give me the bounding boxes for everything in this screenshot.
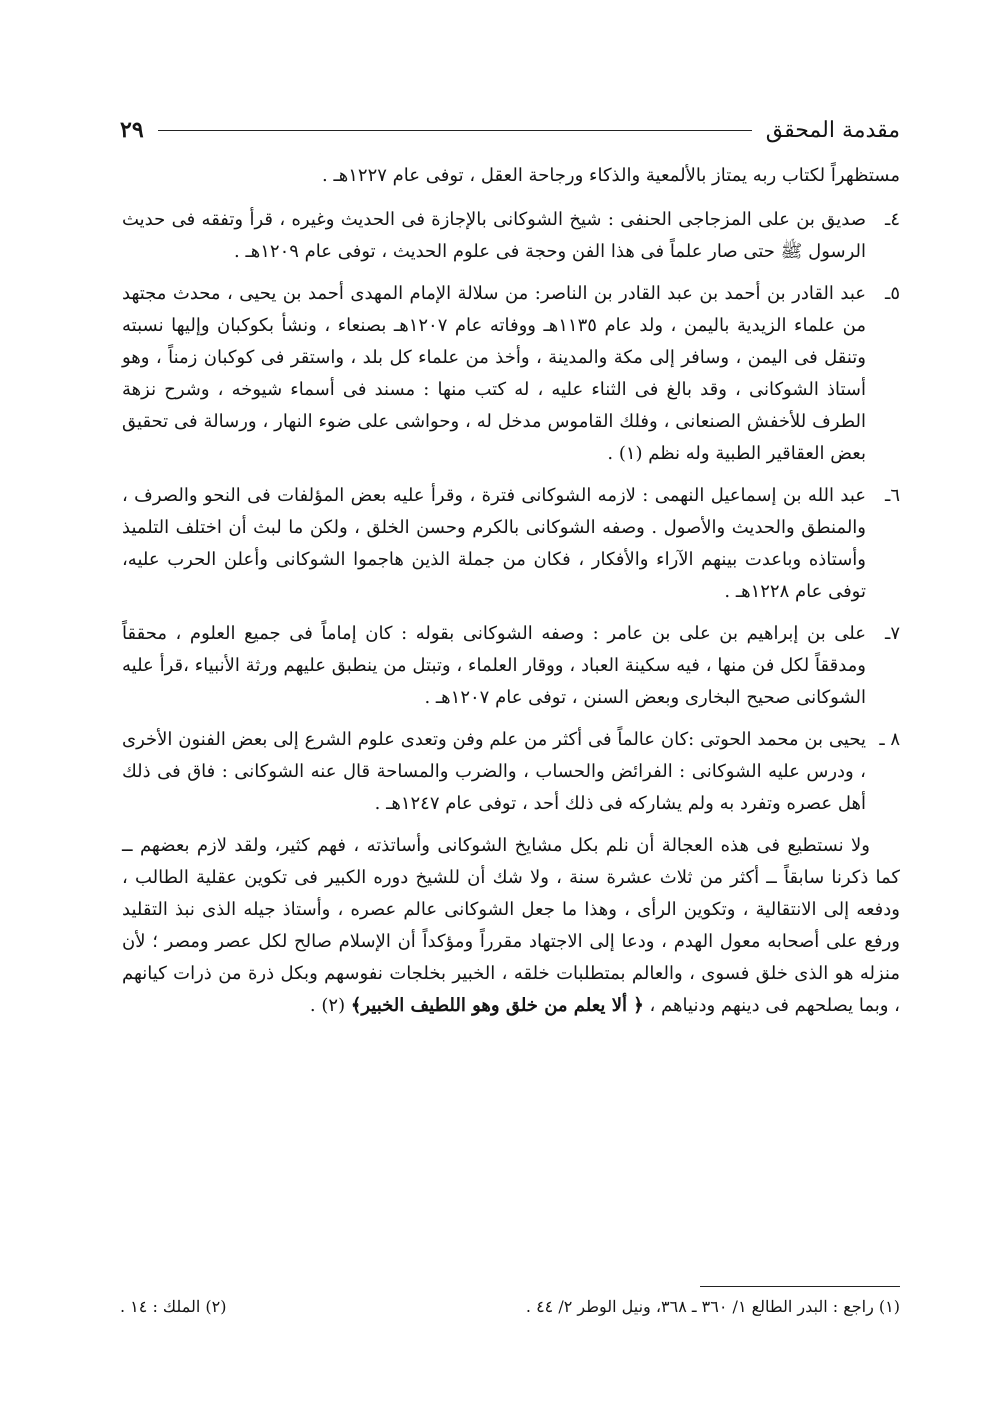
- footnote-ref: (٢) .: [309, 995, 346, 1016]
- closing-paragraph: [122, 830, 900, 1022]
- item-number: ٦ـ: [885, 485, 900, 506]
- footnote-1: (١) راجع : البدر الطالع ١/ ٣٦٠ ـ ٣٦٨، ونيل الوطر ٢/ ٤٤ .: [525, 1297, 900, 1316]
- item-text: يحيى بن محمد الحوتى :كان عالماً فى أكثر من علم وفن وتعدى علوم الشرع إلى بعض الفنون الأخرى ، ودرس عليه الشوكانى : الفرائض والحساب ، والضرب والمساحة قال عنه الشوكانى : فاق فى ذلك أهل عصره وتفرد به ولم يشاركه فى ذلك أحد ، توفى عام ١٢٤٧هـ .: [122, 729, 866, 814]
- list-item: [122, 480, 900, 608]
- item-text: عبد القادر بن أحمد بن عبد القادر بن الناصر: من سلالة الإمام المهدى أحمد بن يحيى ، محدث مجتهد من علماء الزيدية باليمن ، ولد عام ١١٣٥هـ ووفاته عام ١٢٠٧هـ بصنعاء ، ونشأ بكوكبان وإليها نسبته وتنقل فى اليمن ، وسافر إلى مكة والمدينة ، وأخذ من علماء كل بلد ، واستقر فى كوكبان زمناً ، وهو أستاذ الشوكانى ، وقد بالغ فى الثناء عليه ، له كتب منها : مسند فى أسماء شيوخه ، وشرح نزهة الطرف للأخفش الصنعانى ، وفلك القاموس مدخل له ، وحواشى على ضوء النهار ، ورسالة فى تحقيق بعض العقاقير الطبية وله نظم (١) .: [122, 283, 866, 464]
- item-number: ٨ ـ: [879, 729, 900, 750]
- closing-text: ولا نستطيع فى هذه العجالة أن نلم بكل مشايخ الشوكانى وأساتذته ، فهم كثير، ولقد لازم بعضهم ــ كما ذكرنا سابقاً ــ أكثر من ثلاث عشرة سنة ، ولا شك أن للشيخ دوره الكبير فى تكوين عقلية الطالب ، ودفعه إلى الانتقالية ، وتكوين الرأى ، وهذا ما جعل الشوكانى عالم عصره ، وأستاذ جيله الذى نبذ التقليد ورفع على أصحابه معول الهدم ، ودعا إلى الاجتهاد مقرراً ومؤكداً أن الإسلام صالح لكل عصر ومصر ؛ لأن منزله هو الذى خلق فسوى ، والعالم بمتطلبات خلقه ، الخبير بخلجات نفوسهم وبكل ذرة من ذرات كيانهم ، وبما يصلحهم فى دينهم ودنياهم ،: [122, 835, 900, 1016]
- item-number: ٥ـ: [885, 283, 900, 304]
- list-item: [122, 724, 900, 820]
- footnote-rule: [700, 1286, 900, 1287]
- item-number: ٧ـ: [885, 623, 900, 644]
- page-number: ٢٩: [120, 117, 144, 143]
- page-body: [122, 160, 900, 1022]
- quran-verse: ﴿ ألا يعلم من خلق وهو اللطيف الخبير﴾: [350, 995, 644, 1016]
- list-item: [122, 618, 900, 714]
- list-item: [122, 204, 900, 268]
- page-header: [120, 110, 900, 150]
- running-title: مقدمة المحقق: [765, 117, 900, 143]
- footnotes: [120, 1294, 900, 1320]
- item-text: على بن إبراهيم بن على بن عامر : وصفه الشوكانى بقوله : كان إماماً فى جميع العلوم ، محققاً ومدققاً لكل فن منها ، فيه سكينة العباد ، ووقار العلماء ، وتبتل من ينطبق عليهم ورثة الأنبياء ،قرأ عليه الشوكانى صحيح البخارى وبعض السنن ، توفى عام ١٢٠٧هـ .: [122, 623, 866, 708]
- item-number: ٤ـ: [885, 209, 900, 230]
- item-text: صديق بن على المزجاجى الحنفى : شيخ الشوكانى بالإجازة فى الحديث وغيره ، قرأ وتفقه فى حديث الرسول ﷺ حتى صار علماً فى هذا الفن وحجة فى علوم الحديث ، توفى عام ١٢٠٩هـ .: [122, 209, 866, 262]
- list-item: [122, 278, 900, 470]
- continuation-paragraph: مستظهراً لكتاب ربه يمتاز بالألمعية والذكاء ورجاحة العقل ، توفى عام ١٢٢٧هـ .: [322, 165, 900, 186]
- header-rule: [158, 130, 752, 131]
- item-text: عبد الله بن إسماعيل النهمى : لازمه الشوكانى فترة ، وقرأ عليه بعض المؤلفات فى النحو والصرف ، والمنطق والحديث والأصول . وصفه الشوكانى بالكرم وحسن الخلق ، ولكن ما لبث أن اختلف التلميذ وأستاذه وباعدت بينهم الآراء والأفكار ، فكان من جملة الذين هاجموا الشوكانى وأعلن الحرب عليه، توفى عام ١٢٢٨هـ .: [122, 485, 866, 602]
- footnote-2: (٢) الملك : ١٤ .: [120, 1297, 227, 1316]
